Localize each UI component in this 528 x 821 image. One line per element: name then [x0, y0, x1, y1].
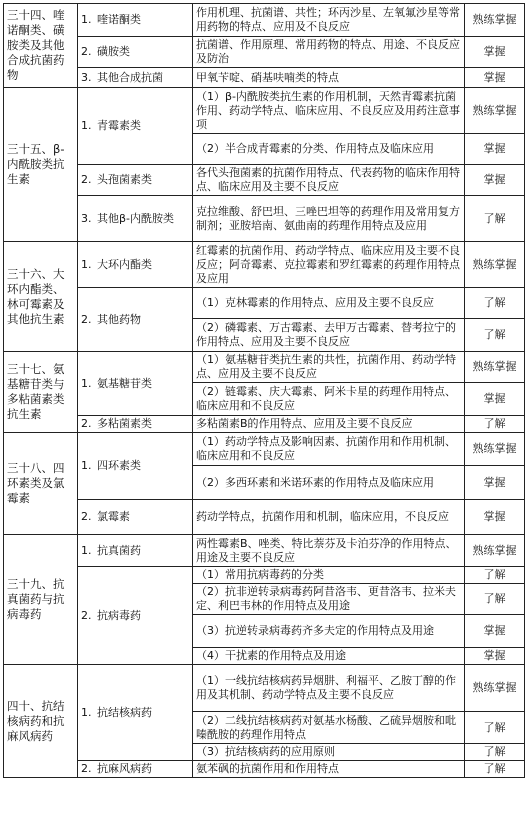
table-row: [4, 288, 525, 319]
requirement-level: 了解: [465, 712, 525, 744]
table-row: [4, 535, 525, 567]
table-row: [4, 37, 525, 68]
unit-name: 氨基糖苷类: [97, 376, 152, 390]
requirement-level: 熟练掌握: [465, 4, 525, 37]
unit-name: 四环素类: [97, 459, 141, 472]
unit-cell: [78, 500, 193, 535]
requirement-level: 了解: [465, 761, 525, 778]
table-row: [4, 433, 525, 466]
table-row: [4, 416, 525, 433]
chapter-title: 三十四、喹诺酮类、磺胺类及其他合成抗菌药物: [4, 4, 78, 88]
table-row: [4, 352, 525, 383]
unit-number: 1.: [81, 376, 92, 390]
unit-cell: [78, 416, 193, 433]
chapter-title: 三十九、抗真菌药与抗病毒药: [4, 535, 78, 665]
requirement-level: 了解: [465, 319, 525, 352]
unit-number: 2.: [81, 45, 92, 58]
requirement-level: 掌握: [465, 165, 525, 196]
unit-name: 喹诺酮类: [97, 13, 141, 26]
knowledge-point: （3）抗结核病药的应用原则: [193, 744, 465, 761]
chapter-title: 三十五、β-内酰胺类抗生素: [4, 88, 78, 242]
knowledge-point: 药动学特点，抗菌作用和机制，临床应用，不良反应: [193, 500, 465, 535]
unit-name: 其他药物: [97, 312, 141, 326]
requirement-level: 掌握: [465, 68, 525, 88]
unit-cell: [78, 4, 193, 37]
unit-name: 抗结核病药: [97, 705, 152, 719]
table-row: [4, 761, 525, 778]
unit-name: 抗病毒药: [97, 608, 141, 622]
chapter-title: 三十八、四环素类及氯霉素: [4, 433, 78, 535]
knowledge-point: （2）抗非逆转录病毒药阿昔洛韦、更昔洛韦、拉米夫定、利巴韦林的作用特点及用途: [193, 584, 465, 615]
knowledge-point: （1）常用抗病毒药的分类: [193, 567, 465, 584]
chapter-title: 四十、抗结核病药和抗麻风病药: [4, 665, 78, 778]
requirement-level: 掌握: [465, 466, 525, 500]
unit-name: 抗麻风病药: [97, 762, 152, 775]
table-row: [4, 4, 525, 37]
unit-cell: [78, 433, 193, 500]
knowledge-point: （1）氨基糖苷类抗生素的共性，抗菌作用、药动学特点、应用及主要不良反应: [193, 352, 465, 383]
syllabus-table-body: [4, 4, 525, 778]
unit-number: 1.: [81, 13, 92, 26]
requirement-level: 掌握: [465, 37, 525, 68]
knowledge-point: （2）二线抗结核病药对氨基水杨酸、乙硫异烟胺和吡嗪酰胺的药理作用特点: [193, 712, 465, 744]
unit-number: 3.: [81, 70, 92, 84]
unit-cell: [78, 535, 193, 567]
unit-number: 1.: [81, 543, 92, 557]
unit-number: 2.: [81, 417, 92, 430]
requirement-level: 熟练掌握: [465, 535, 525, 567]
unit-cell: [78, 88, 193, 165]
requirement-level: 了解: [465, 584, 525, 615]
requirement-level: 掌握: [465, 648, 525, 665]
unit-name: 大环内酯类: [97, 257, 152, 271]
unit-number: 2.: [81, 762, 92, 775]
unit-number: 3.: [81, 211, 92, 225]
unit-cell: [78, 288, 193, 352]
requirement-level: 了解: [465, 288, 525, 319]
chapter-title: 三十七、氨基糖苷类与多粘菌素类抗生素: [4, 352, 78, 433]
knowledge-point: 克拉维酸、舒巴坦、三唑巴坦等的药理作用及常用复方制剂；亚胺培南、氨曲南的药理作用特点及应用: [193, 196, 465, 242]
unit-number: 2.: [81, 608, 92, 622]
knowledge-point: （1）药动学特点及影响因素、抗菌作用和作用机制、临床应用和不良反应: [193, 433, 465, 466]
unit-cell: [78, 665, 193, 761]
unit-cell: [78, 242, 193, 288]
knowledge-point: 抗菌谱、作用原理、常用药物的特点、用途、不良反应及防治: [193, 37, 465, 68]
table-row: [4, 196, 525, 242]
requirement-level: 熟练掌握: [465, 433, 525, 466]
knowledge-point: （1）β-内酰胺类抗生素的作用机制，天然青霉素抗菌作用、药动学特点、临床应用、不良反应及用药注意事项: [193, 88, 465, 134]
knowledge-point: 多粘菌素B的作用特点、应用及主要不良反应: [193, 416, 465, 433]
requirement-level: 掌握: [465, 500, 525, 535]
knowledge-point: （2）链霉素、庆大霉素、阿米卡星的药理作用特点、临床应用和不良反应: [193, 383, 465, 416]
knowledge-point: （3）抗逆转录病毒药齐多夫定的作用特点及用途: [193, 615, 465, 648]
unit-name: 磺胺类: [97, 45, 130, 58]
unit-number: 2.: [81, 173, 92, 186]
unit-name: 其他β-内酰胺类: [97, 211, 174, 225]
requirement-level: 了解: [465, 416, 525, 433]
unit-cell: [78, 68, 193, 88]
knowledge-point: 甲氧苄啶、硝基呋喃类的特点: [193, 68, 465, 88]
knowledge-point: （2）多西环素和米诺环素的作用特点及临床应用: [193, 466, 465, 500]
requirement-level: 掌握: [465, 383, 525, 416]
requirement-level: 熟练掌握: [465, 88, 525, 134]
requirement-level: 熟练掌握: [465, 352, 525, 383]
table-row: [4, 242, 525, 288]
unit-cell: [78, 352, 193, 416]
table-row: [4, 567, 525, 584]
knowledge-point: 两性霉素B、唑类、特比萘芬及卡泊芬净的作用特点、用途及主要不良反应: [193, 535, 465, 567]
unit-cell: [78, 761, 193, 778]
knowledge-point: （4）干扰素的作用特点及用途: [193, 648, 465, 665]
unit-number: 2.: [81, 312, 92, 326]
knowledge-point: 红霉素的抗菌作用、药动学特点、临床应用及主要不良反应；阿奇霉素、克拉霉素和罗红霉素的药理作用特点及应用: [193, 242, 465, 288]
knowledge-point: （1）一线抗结核病药异烟肼、利福平、乙胺丁醇的作用及其机制、药动学特点及主要不良反应: [193, 665, 465, 712]
table-row: [4, 88, 525, 134]
unit-number: 2.: [81, 510, 92, 523]
table-row: [4, 68, 525, 88]
table-row: [4, 165, 525, 196]
knowledge-point: （2）磷霉素、万古霉素、去甲万古霉素、替考拉宁的作用特点、应用及主要不良反应: [193, 319, 465, 352]
unit-cell: [78, 165, 193, 196]
knowledge-point: 氨苯砜的抗菌作用和作用特点: [193, 761, 465, 778]
table-row: [4, 500, 525, 535]
knowledge-point: 作用机理、抗菌谱、共性；环丙沙星、左氧氟沙星等常用药物的特点、应用及不良反应: [193, 4, 465, 37]
unit-cell: [78, 196, 193, 242]
unit-name: 其他合成抗菌: [97, 70, 163, 84]
requirement-level: 熟练掌握: [465, 242, 525, 288]
unit-number: 1.: [81, 257, 92, 271]
unit-number: 1.: [81, 119, 92, 132]
unit-cell: [78, 567, 193, 665]
unit-name: 抗真菌药: [97, 543, 141, 557]
unit-name: 头孢菌素类: [97, 173, 152, 186]
unit-name: 青霉素类: [97, 119, 141, 132]
chapter-title: 三十六、大环内酯类、林可霉素及其他抗生素: [4, 242, 78, 352]
requirement-level: 了解: [465, 196, 525, 242]
syllabus-table: [3, 3, 525, 778]
knowledge-point: （2）半合成青霉素的分类、作用特点及临床应用: [193, 134, 465, 165]
requirement-level: 了解: [465, 567, 525, 584]
requirement-level: 熟练掌握: [465, 665, 525, 712]
requirement-level: 掌握: [465, 615, 525, 648]
table-row: [4, 665, 525, 712]
unit-cell: [78, 37, 193, 68]
knowledge-point: （1）克林霉素的作用特点、应用及主要不良反应: [193, 288, 465, 319]
unit-number: 1.: [81, 459, 92, 472]
unit-name: 氯霉素: [97, 510, 130, 523]
knowledge-point: 各代头孢菌素的抗菌作用特点、代表药物的临床作用特点、临床应用及主要不良反应: [193, 165, 465, 196]
unit-name: 多粘菌素类: [97, 417, 152, 430]
unit-number: 1.: [81, 705, 92, 719]
requirement-level: 掌握: [465, 134, 525, 165]
requirement-level: 了解: [465, 744, 525, 761]
